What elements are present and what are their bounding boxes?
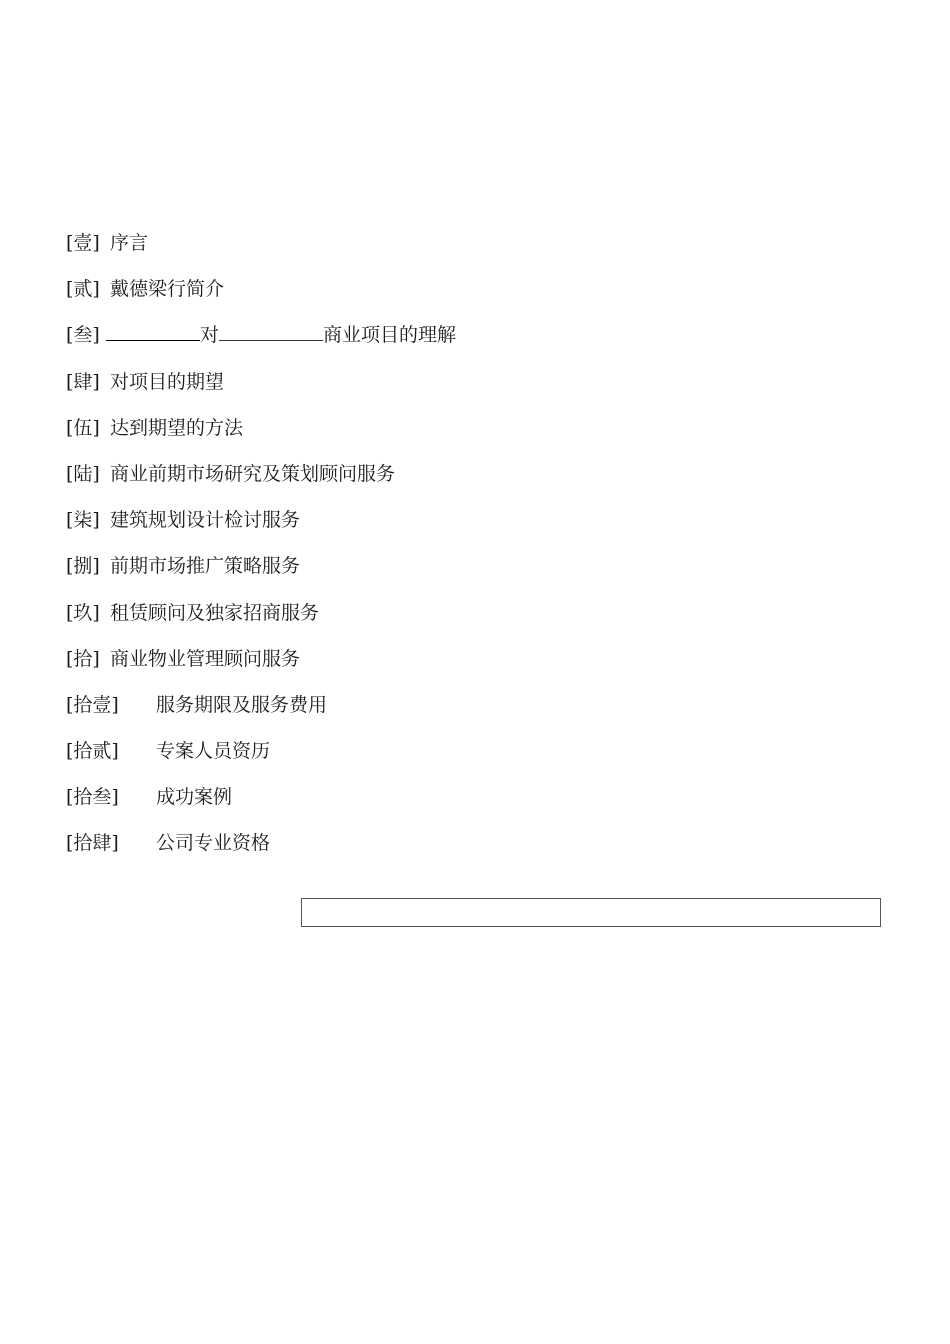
toc-item-number: [拾肆]: [66, 832, 119, 855]
toc-item-number: [伍]: [66, 416, 100, 439]
toc-item-title: 商业物业管理顾问服务: [110, 647, 301, 670]
toc-item-2[interactable]: [66, 274, 886, 320]
toc-item-number: [捌]: [66, 555, 100, 578]
toc-item-number: [柒]: [66, 509, 100, 532]
toc-item-title: 戴德梁行简介: [110, 278, 225, 301]
toc-item-title: 租赁顾问及独家招商服务: [110, 601, 320, 624]
toc-item-title: 序言: [110, 232, 149, 254]
toc-item-6[interactable]: [66, 459, 886, 505]
toc-item-3[interactable]: [66, 320, 886, 366]
toc-item-number: [贰]: [66, 278, 100, 301]
toc-item-title: 前期市场推广策略服务: [110, 555, 301, 578]
toc-item-9[interactable]: [66, 598, 886, 644]
toc-item-number: [拾壹]: [66, 693, 119, 716]
toc-item-5[interactable]: [66, 413, 886, 459]
empty-text-box: [301, 898, 881, 927]
toc-item-number: [壹]: [66, 232, 100, 254]
toc-item-title: 建筑规划设计检讨服务: [110, 509, 301, 532]
toc-item-number: [叁]: [66, 324, 100, 347]
toc-item-13[interactable]: [66, 782, 886, 828]
toc-item-1[interactable]: [66, 228, 886, 274]
toc-item-title: 达到期望的方法: [110, 416, 244, 439]
table-of-contents: [66, 228, 886, 875]
toc-item-10[interactable]: [66, 644, 886, 690]
toc-item-title: 服务期限及服务费用: [156, 693, 328, 716]
toc-item-number: [拾叁]: [66, 786, 119, 809]
toc-item-number: [拾贰]: [66, 740, 119, 763]
toc-item-4[interactable]: [66, 367, 886, 413]
toc-item-number: [玖]: [66, 601, 100, 624]
toc-item-14[interactable]: [66, 828, 886, 874]
toc-item-title: 对项目的期望: [110, 370, 225, 393]
toc-item-number: [拾]: [66, 647, 100, 670]
toc-item-title: 成功案例: [156, 786, 233, 809]
fill-in-blank-company: [106, 322, 200, 341]
toc-item-title: 商业前期市场研究及策划顾问服务: [110, 462, 396, 485]
toc-item-title: 专案人员资历: [156, 740, 271, 763]
toc-item-12[interactable]: [66, 736, 886, 782]
toc-item-title-connector: 对: [200, 324, 220, 347]
toc-item-title: 商业项目的理解: [323, 324, 457, 347]
toc-item-8[interactable]: [66, 551, 886, 597]
toc-item-11[interactable]: [66, 690, 886, 736]
toc-item-7[interactable]: [66, 505, 886, 551]
toc-item-number: [肆]: [66, 370, 100, 393]
toc-item-title: 公司专业资格: [156, 832, 271, 855]
toc-item-number: [陆]: [66, 462, 100, 485]
fill-in-blank-project: [219, 322, 323, 341]
